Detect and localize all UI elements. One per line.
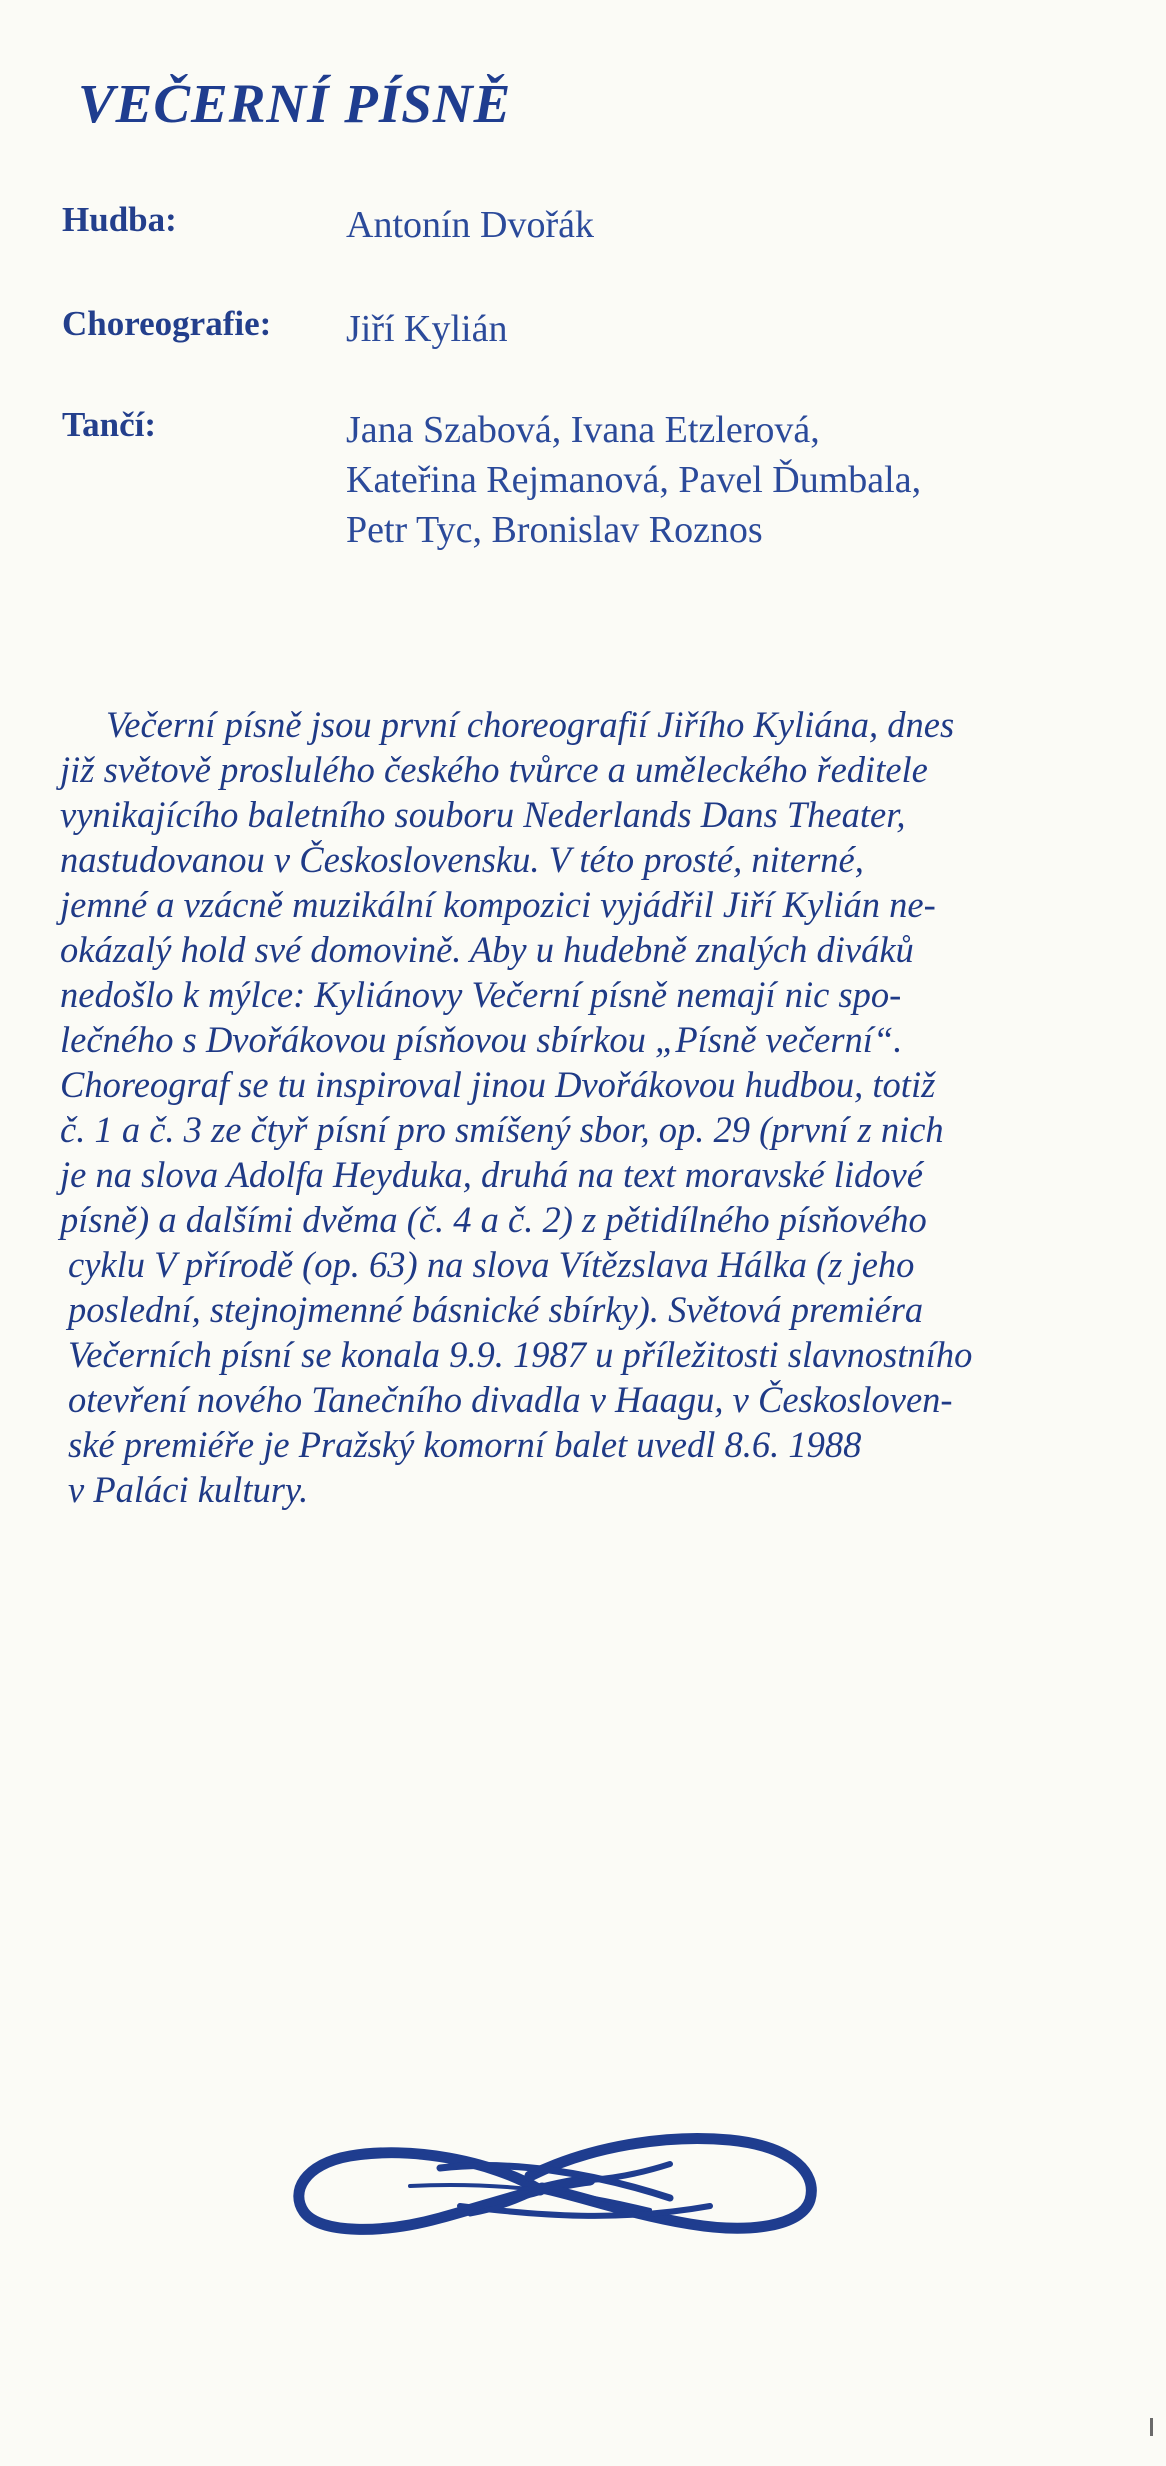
choreography-label: Choreografie: [62, 304, 272, 343]
description-line: nedošlo k mýlce: Kyliánovy Večerní písně nemají nic spo- [60, 974, 902, 1015]
dancers-line: Jana Szabová, Ivana Etzlerová, [346, 409, 820, 451]
description-line: otevření nového Tanečního divadla v Haagu, v Českosloven- [68, 1379, 953, 1420]
choreography-value: Jiří Kylián [346, 308, 508, 350]
description-line: Večerních písní se konala 9.9. 1987 u příležitosti slavnostního [68, 1334, 973, 1375]
description-line: Večerní písně jsou první choreografií Jiřího Kyliána, dnes [106, 704, 955, 745]
description-line: jemné a vzácně muzikální kompozici vyjádřil Jiří Kylián ne- [60, 884, 936, 925]
description-line: vynikajícího baletního souboru Nederlands Dans Theater, [60, 794, 906, 835]
description-line: v Paláci kultury. [68, 1469, 309, 1510]
description-line: cyklu V přírodě (op. 63) na slova Vítězslava Hálka (z jeho [68, 1244, 915, 1285]
scan-mark [1150, 2418, 1153, 2436]
music-label: Hudba: [62, 200, 177, 239]
music-value: Antonín Dvořák [346, 204, 595, 246]
description-line: lečného s Dvořákovou písňovou sbírkou „Písně večerní“. [60, 1019, 903, 1060]
description-line: již světově proslulého českého tvůrce a uměleckého ředitele [60, 749, 928, 790]
dancers-label: Tančí: [62, 405, 157, 444]
description-line: nastudovanou v Československu. V této prosté, niterné, [60, 839, 864, 880]
description-line: č. 1 a č. 3 ze čtyř písní pro smíšený sbor, op. 29 (první z nich [60, 1109, 944, 1150]
description-line: písně) a dalšími dvěma (č. 4 a č. 2) z pětidílného písňového [60, 1199, 927, 1240]
description-line: Choreograf se tu inspiroval jinou Dvořákovou hudbou, totiž [60, 1064, 936, 1105]
description-line: poslední, stejnojmenné básnické sbírky). Světová premiéra [68, 1289, 924, 1330]
page-title: VEČERNÍ PÍSNĚ [78, 73, 512, 134]
description-line: je na slova Adolfa Heyduka, druhá na text moravské lidové [60, 1154, 923, 1195]
description-paragraph [60, 702, 1100, 1512]
dancers-line: Kateřina Rejmanová, Pavel Ďumbala, [346, 459, 922, 501]
description-line: ské premiéře je Pražský komorní balet uvedl 8.6. 1988 [68, 1424, 862, 1465]
description-line: okázalý hold své domovině. Aby u hudebně znalých diváků [60, 929, 914, 970]
dancers-line: Petr Tyc, Bronislav Roznos [346, 509, 763, 551]
dancers-list [346, 405, 1106, 555]
flourish-ornament-icon [290, 2110, 830, 2260]
